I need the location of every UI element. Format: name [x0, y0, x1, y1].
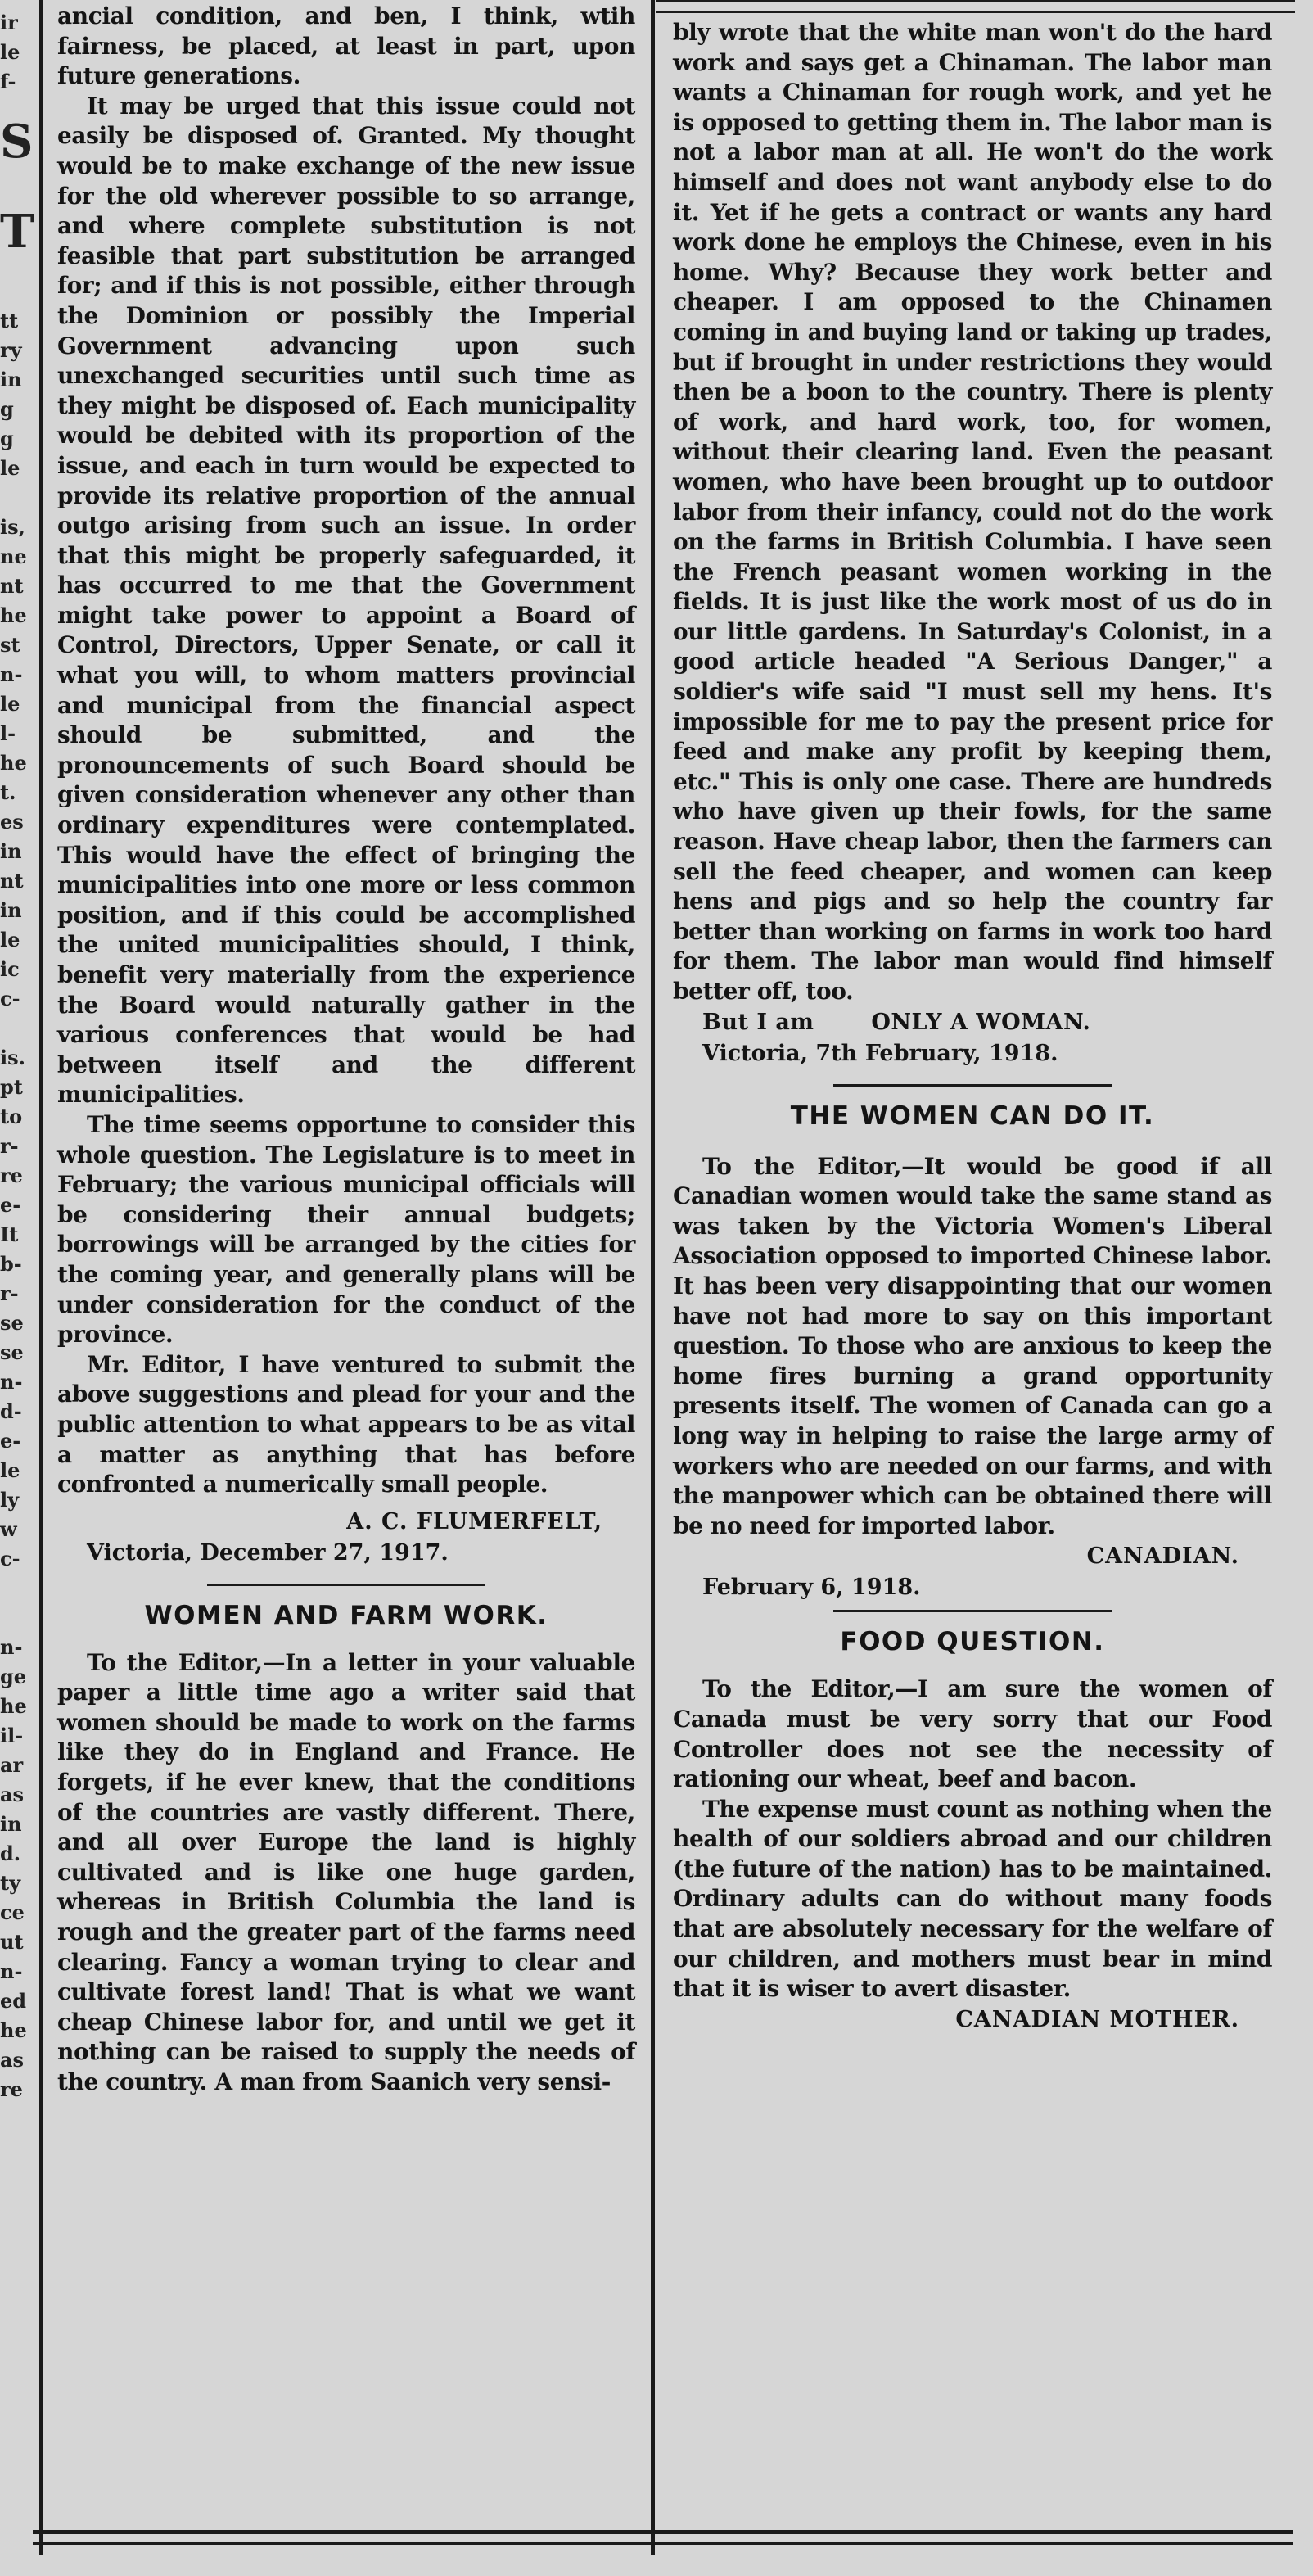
gutter-fragment: e- [0, 1193, 21, 1217]
gutter-fragment: ar [0, 1753, 24, 1777]
signature: CANADIAN MOTHER. [955, 2006, 1239, 2032]
gutter-fragment: ut [0, 1930, 24, 1954]
gutter-fragment [0, 1014, 38, 1043]
gutter-fragment: w [0, 1517, 17, 1541]
gutter-fragment: f- [0, 70, 16, 93]
gutter-fragment: b- [0, 1252, 22, 1276]
gutter-fragment: nt [0, 574, 24, 598]
gutter-fragment: g [0, 427, 14, 450]
gutter-fragment: tt [0, 309, 19, 332]
gutter-fragment: T [0, 205, 34, 259]
gutter-fragment: e- [0, 1429, 21, 1453]
gutter-fragment: he [0, 751, 27, 775]
gutter-fragment: c- [0, 987, 20, 1010]
continued-text: bly wrote that the white man won't do the hard work and says get a Chinaman. The labor man wants a Chinaman for rough work, and yet he is opposed to getting them in. The labor man is not a labor man at all. He won't do the work himself and does not want anybody else to do it. Yet if he gets a contract or wants any hard work done he employs the Chinese, even in his home. Why? Because they work better and cheaper. I am opposed to the Chinamen coming in and buying land or taking up trades, but if brought in under restrictions they would then be a boon to the country. There is plenty of work, and hard work, too, for women, without their clearing land. Even the peasant women, who have been brought up to outdoor labor from their infancy, could not do the work on the farms in British Columbia. I have seen the French peasant women working in the fields. It is just like the work most of us do in our little gardens. In Saturday's Colonist, in a good article headed "A Serious Danger," a soldier's wife said "I must sell my hens. It's impossible for me to pay the present price for feed and make any profit by keeping them, etc." This is only one case. There are hundreds who have given up their fowls, for the same reason. Have cheap labor, then the farmers can sell the feed cheaper, and women can keep hens and pigs and so help the country far better than working on farms in work too hard for them. The labor man would find himself better off, too. [673, 19, 1272, 1005]
gutter-fragment: se [0, 1311, 24, 1335]
gutter-fragment: il- [0, 1724, 24, 1747]
gutter-fragment: le [0, 456, 20, 480]
gutter-fragment: n- [0, 1370, 23, 1394]
gutter-fragment: le [0, 1458, 20, 1482]
paragraph: To the Editor,—It would be good if all Canadian women would take the same stand as was taken by the Victoria Women's Liberal Association opposed to imported Chinese labor. It has been very disappointing that our women have not had more to say on this important question. To those who are anxious to keep the home fires burning a grand opportunity presents itself. The women of Canada can go a long way in helping to raise the large army of workers who are needed on our farms, and with the manpower which can be obtained there will be no need for imported labor. [673, 1152, 1272, 1539]
gutter-fragment [0, 483, 38, 513]
article-heading: FOOD QUESTION. [840, 1627, 1105, 1657]
gutter-fragment: ce [0, 1900, 25, 1924]
signature-line [673, 1007, 1272, 1038]
gutter-fragment: r- [0, 1134, 19, 1158]
paragraph: It may be urged that this issue could not easily be disposed of. Granted. My thought would be to make exchange of the new issue for the old wherever possible to so arrange, and where complete substitution is not feasible that part substitution be arranged for; and if this is not possible, either through the Dominion or possibly the Imperial Government advancing upon such unexchanged securities until such time as they might be disposed of. Each municipality would be debited with its proportion of the issue, and each in turn would be expected to provide its relative proportion of the annual outgo arising from such an issue. In order that this might be properly safeguarded, it has occurred to me that the Government might take power to appoint a Board of Control, Directors, Upper Senate, or call it what you will, to whom matters provincial and municipal from the financial aspect should be submitted, and the pronouncements of such Board should be given consideration whenever any other than ordinary expenditures were contemplated. This would have the effect of bringing the municipalities into one more or less common position, and if this could be accomplished the united municipalities should, I think, benefit very materially from the experience the Board would naturally gather in the various conferences that would be had between itself and the different municipalities. [57, 92, 635, 1109]
gutter-fragment: as [0, 2048, 25, 2072]
gutter-fragment: le [0, 692, 20, 716]
gutter-fragment: S [0, 115, 34, 169]
gutter-fragment: n- [0, 1959, 23, 1983]
gutter-fragment: in [0, 368, 22, 391]
paragraph: To the Editor,—In a letter in your valuable paper a little time ago a writer said that women should be made to work on the farms like they do in England and France. He forgets, if he ever knew, that the conditions of the countries are vastly different. There, and all over Europe the land is highly cultivated and is like one huge garden, whereas in British Columbia the land is rough and the greater part of the farms need clearing. Fancy a woman trying to clear and cultivate forest land! That is what we want cheap Chinese labor for, and until we get it nothing can be raised to supply the needs of the country. A man from Saanich very sensi- [57, 1648, 635, 2095]
gutter-fragment: re [0, 2077, 23, 2101]
gutter-fragment: he [0, 2018, 27, 2042]
right-column [661, 0, 1284, 2036]
gutter-fragment: is. [0, 1046, 25, 1069]
gutter-fragment: t. [0, 780, 16, 804]
gutter-fragment: st [0, 633, 20, 657]
gutter-fragment [0, 1574, 38, 1603]
adjacent-column-fragments [0, 0, 38, 2576]
gutter-fragment: ry [0, 338, 22, 362]
gutter-fragment: se [0, 1340, 24, 1364]
continued-text: ancial condition, and ben, I think, wtih fairness, be placed, at least in part, upon future generations. [57, 2, 635, 90]
section-rule [207, 1584, 485, 1586]
gutter-fragment: l- [0, 721, 16, 745]
signature: ONLY A WOMAN. [871, 1009, 1091, 1035]
signature-prefix: But I am [702, 1009, 814, 1035]
gutter-fragment: he [0, 603, 27, 627]
paragraph: The expense must count as nothing when the health of our soldiers abroad and our children (the future of the nation) has to be maintained. Ordinary adults can do without many foods that are absolutely necessary for the welfare of our children, and mothers must bear in mind that it is wiser to avert disaster. [673, 1795, 1272, 2003]
gutter-fragment: as [0, 1783, 25, 1806]
gutter-fragment: n- [0, 1635, 23, 1659]
gutter-fragment: r- [0, 1281, 19, 1305]
gutter-fragment: d. [0, 1842, 21, 1865]
gutter-fragment: es [0, 810, 24, 834]
gutter-fragment: ic [0, 957, 20, 981]
article-heading: THE WOMEN CAN DO IT. [790, 1100, 1155, 1131]
section-rule [833, 1610, 1112, 1612]
paragraph: The time seems opportune to consider this whole question. The Legislature is to meet in February; the various municipal officials will be considering their annual budgets; borrowings will be arranged by the cities for the coming year, and generally plans will be under consideration for the conduct of the province. [57, 1110, 635, 1349]
dateline: Victoria, December 27, 1917. [87, 1539, 449, 1566]
dateline: Victoria, 7th February, 1918. [702, 1040, 1058, 1066]
gutter-fragment: pt [0, 1075, 23, 1099]
gutter-fragment: re [0, 1164, 23, 1187]
dateline: February 6, 1918. [702, 1575, 921, 1601]
article-heading: WOMEN AND FARM WORK. [144, 1600, 548, 1630]
gutter-fragment: in [0, 839, 22, 863]
signature: CANADIAN. [1086, 1543, 1239, 1570]
gutter-fragment: to [0, 1105, 23, 1128]
gutter-fragment [0, 1603, 38, 1633]
gutter-fragment: ir [0, 11, 18, 34]
gutter-fragment: le [0, 40, 20, 64]
gutter-fragment: ne [0, 545, 27, 568]
gutter-fragment: is, [0, 515, 25, 539]
gutter-fragment: It [0, 1222, 19, 1246]
gutter-fragment: in [0, 898, 22, 922]
paragraph: To the Editor,—I am sure the women of Canada must be very sorry that our Food Controller does not see the necessity of rationing our wheat, beef and bacon. [673, 1675, 1272, 1793]
gutter-fragment: le [0, 928, 20, 951]
gutter-fragment: in [0, 1812, 22, 1836]
gutter-fragment: g [0, 397, 14, 421]
gutter-fragment: ge [0, 1665, 27, 1688]
signature: A. C. FLUMERFELT, [346, 1508, 602, 1534]
section-rule [833, 1084, 1112, 1087]
column-rule-left [39, 0, 43, 2555]
gutter-fragment: d- [0, 1399, 22, 1423]
gutter-fragment: n- [0, 662, 23, 686]
bottom-rule [33, 2530, 1293, 2545]
gutter-fragment: ty [0, 1871, 21, 1895]
paragraph: Mr. Editor, I have ventured to submit the above suggestions and plead for your and the public attention to what appears to be as vital a matter as anything that has before confronted a numerically small people. [57, 1350, 635, 1498]
gutter-fragment: c- [0, 1547, 20, 1570]
gutter-fragment: ed [0, 1989, 27, 2013]
gutter-fragment [0, 277, 38, 306]
left-column [47, 0, 645, 2098]
gutter-fragment: ly [0, 1488, 20, 1512]
column-rule-center [651, 0, 655, 2555]
gutter-fragment: he [0, 1694, 27, 1718]
gutter-fragment: nt [0, 869, 24, 893]
